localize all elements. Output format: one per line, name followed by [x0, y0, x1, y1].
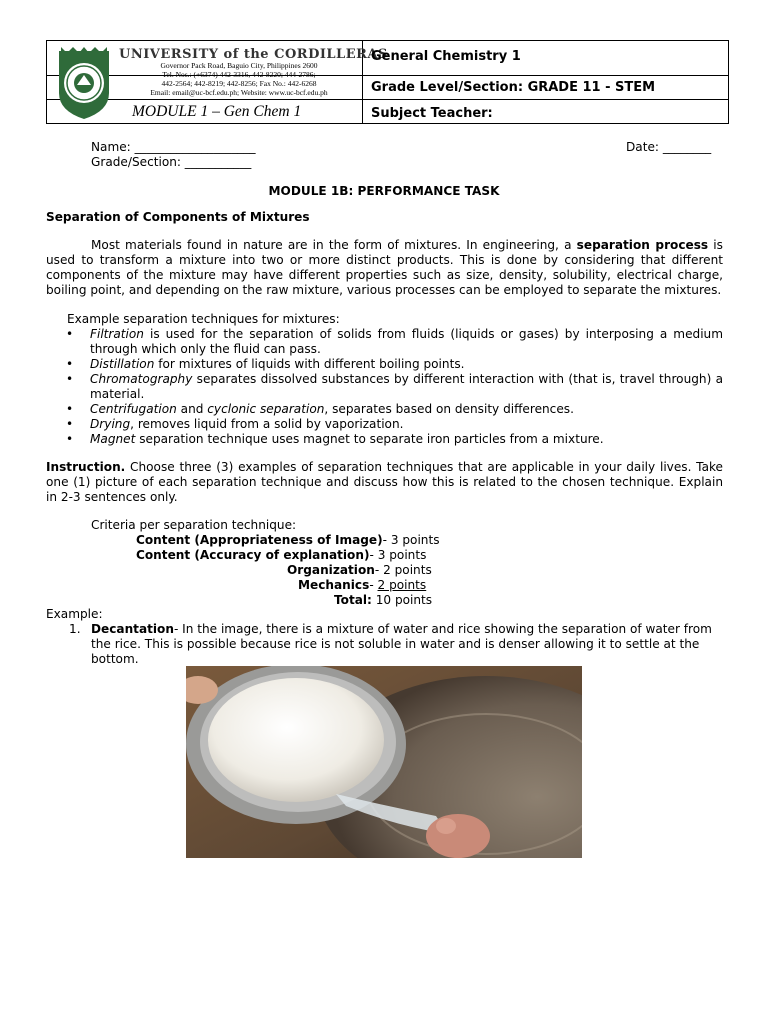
- criteria-points: 2 points: [377, 578, 427, 592]
- technique-list: [46, 327, 723, 447]
- criteria-points: - 3 points: [369, 548, 427, 562]
- technique-desc: separates dissolved substances by different interaction with (that is, travel through) a material.: [90, 372, 723, 401]
- technique-desc: , separates based on density differences.: [324, 402, 574, 416]
- criteria-item-3: [287, 563, 432, 578]
- address-line: Governor Pack Road, Baguio City, Philippines 2600: [160, 61, 318, 70]
- example-text: - In the image, there is a mixture of water and rice showing the separation of water from the rice. This is possible because rice is not soluble in water and is denser allowing it to settle at the bottom.: [91, 622, 712, 666]
- technique-term: cyclonic separation: [207, 402, 325, 416]
- technique-desc: separation technique uses magnet to separate iron particles from a mixture.: [135, 432, 604, 446]
- technique-desc: and: [176, 402, 208, 416]
- instruction-label: Instruction.: [46, 460, 126, 474]
- criteria-heading: Criteria per separation technique:: [91, 518, 297, 532]
- university-seal-logo: [55, 45, 113, 121]
- technique-term: Drying: [90, 417, 131, 431]
- module-title: MODULE 1 – Gen Chem 1: [132, 103, 302, 120]
- technique-term: Chromatography: [90, 372, 193, 386]
- technique-term: Distillation: [90, 357, 155, 371]
- technique-term: Magnet: [90, 432, 136, 446]
- technique-term: Centrifugation: [90, 402, 177, 416]
- task-title: MODULE 1B: PERFORMANCE TASK: [268, 184, 500, 198]
- criteria-item-4: [298, 578, 426, 593]
- technique-desc: is used for the separation of solids from fluids (liquids or gases) by interposing a medium through which only the fluid can pass.: [90, 327, 723, 356]
- criteria-label: Mechanics: [298, 578, 370, 592]
- criteria-item-2: [136, 548, 426, 563]
- address-line: Email: email@uc-bcf.edu.ph; Website: www.uc-bcf.edu.ph: [150, 88, 328, 97]
- technique-desc: for mixtures of liquids with different boiling points.: [154, 357, 465, 371]
- examples-heading: Example separation techniques for mixtures:: [67, 312, 340, 326]
- criteria-points: -: [369, 578, 378, 592]
- technique-desc: , removes liquid from a solid by vaporization.: [130, 417, 404, 431]
- criteria-points: 10 points: [371, 593, 433, 607]
- technique-term: Filtration: [90, 327, 144, 341]
- intro-text: is used to transform a mixture into two or more distinct products. This is done by considering that different components of the mixture may have different properties such as size, density, solubility, electrical charge, boiling point, and depending on the raw mixture, various processes can be employed to separate the mixtures.: [46, 238, 723, 297]
- list-item: [46, 357, 723, 372]
- criteria-points: - 3 points: [382, 533, 440, 547]
- list-item: [46, 432, 723, 447]
- name-field[interactable]: Name: ____________________: [91, 140, 256, 154]
- header-table: [46, 40, 729, 124]
- intro-bold-term: separation process: [576, 238, 709, 252]
- list-item: [46, 402, 723, 417]
- subject-name: General Chemistry 1: [371, 49, 521, 64]
- list-item: [46, 327, 723, 357]
- example-number: 1.: [69, 622, 81, 636]
- date-field[interactable]: Date: ________: [626, 140, 712, 154]
- example-paragraph: [91, 622, 723, 667]
- instruction-paragraph: [46, 460, 723, 505]
- university-address: [119, 61, 359, 97]
- address-line: Tel. Nos.: (+6374) 442-3316, 442-8220; 444-2786;: [162, 70, 316, 79]
- intro-text: Most materials found in nature are in the form of mixtures. In engineering, a: [91, 238, 572, 252]
- grade-section-field[interactable]: Grade/Section: ___________: [91, 155, 252, 169]
- list-item: [46, 417, 723, 432]
- criteria-label: Content (Accuracy of explanation): [136, 548, 370, 562]
- header-divider: [47, 99, 728, 100]
- intro-paragraph: [46, 238, 723, 298]
- address-line: 442-2564; 442-8219; 442-8256; Fax No.: 442-6268: [161, 79, 317, 88]
- instruction-text: Choose three (3) examples of separation techniques that are applicable in your daily lives. Take one (1) picture of each separation technique and discuss how this is related to the chosen technique. Explain in 2-3 sentences only.: [46, 460, 723, 504]
- example-heading: Example:: [46, 607, 103, 621]
- criteria-label: Organization: [287, 563, 375, 577]
- criteria-points: - 2 points: [374, 563, 432, 577]
- decantation-photo: [186, 666, 582, 858]
- criteria-total: [334, 593, 432, 608]
- criteria-item-1: [136, 533, 440, 548]
- subject-teacher: Subject Teacher:: [371, 106, 493, 121]
- example-term: Decantation: [91, 622, 174, 636]
- grade-level: Grade Level/Section: GRADE 11 - STEM: [371, 80, 656, 95]
- criteria-label: Total:: [334, 593, 372, 607]
- criteria-label: Content (Appropriateness of Image): [136, 533, 383, 547]
- section-title: Separation of Components of Mixtures: [46, 210, 310, 224]
- list-item: [46, 372, 723, 402]
- university-name: UNIVERSITY of the CORDILLERAS: [119, 47, 388, 62]
